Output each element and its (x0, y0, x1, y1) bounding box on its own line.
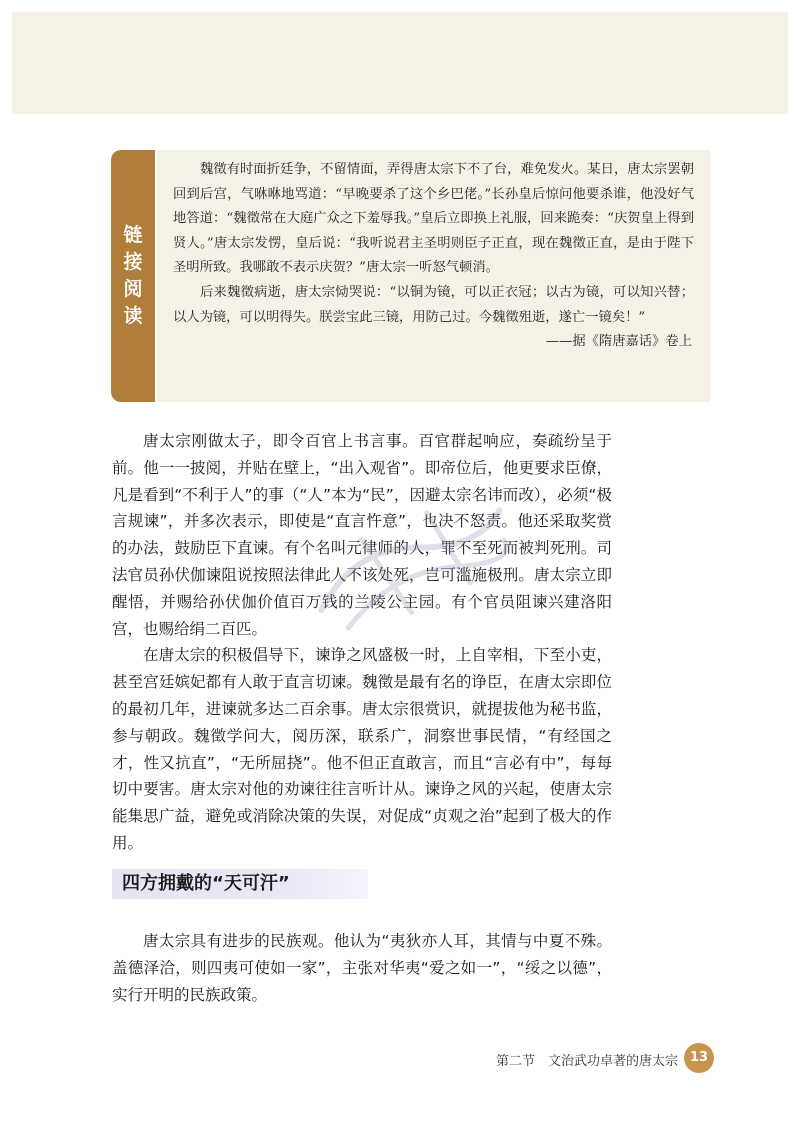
linked-reading-tab (111, 150, 155, 402)
linked-reading-label (111, 222, 155, 330)
tab-char: 接 (123, 251, 143, 273)
section-heading: 四方拥戴的“天可汗” (122, 873, 290, 894)
body-paragraph: 在唐太宗的积极倡导下，谏诤之风盛极一时，上自宰相，下至小吏，甚至宫廷嫔妃都有人敢于直言切谏。魏徵是最有名的诤臣，在唐太宗即位的最初几年，进谏就多达二百余事。唐太宗很赏识，就提拔他为秘书监，参与朝政。魏徵学问大，阅历深，联系广，洞察世事民情，“有经国之才，性又抗直”，“无所屈挠”。他不但正直敢言，而且“言必有中”，每每切中要害。唐太宗对他的劝谏往往言听计从。谏诤之风的兴起，使唐太宗能集思广益，避免或消除决策的失误，对促成“贞观之治”起到了极大的作用。 (112, 646, 612, 852)
reading-paragraph: 魏徵有时面折廷争，不留情面，弄得唐太宗下不了台，难免发火。某日，唐太宗罢朝回到后宫，气咻咻地骂道：“早晚要杀了这个乡巴佬。”长孙皇后惊问他要杀谁，他没好气地答道：“魏徵常在大庭广众之下羞辱我。”皇后立即换上礼服，回来跪奏：“庆贺皇上得到贤人。”唐太宗发愣，皇后说：“我听说君主圣明则臣子正直，现在魏徵正直，是由于陛下圣明所致。我哪敢不表示庆贺？”唐太宗一听怒气顿消。 (173, 162, 694, 276)
section-body (112, 928, 612, 1008)
linked-reading-box (157, 150, 710, 402)
reading-source: ——据《隋唐嘉话》卷上 (545, 334, 692, 350)
reading-paragraph: 后来魏徵病逝，唐太宗恸哭说：“以铜为镜，可以正衣冠；以古为镜，可以知兴替；以人为镜，可以明得失。朕尝宝此三镜，用防己过。今魏徵殂逝，遂亡一镜矣！” (173, 284, 694, 325)
body-paragraph: 唐太宗刚做太子，即令百官上书言事。百官群起响应，奏疏纷呈于前。他一一披阅，并贴在壁上，“出入观省”。即帝位后，他更要求臣僚，凡是看到“不利于人”的事（“人”本为“民”，因避太宗名讳而改），必须“极言规谏”，并多次表示，即使是“直言忤意”，也决不怒责。他还采取奖赏的办法，鼓励臣下直谏。有个名叫元律师的人，罪不至死而被判死刑。司法官员孙伏伽谏阻说按照法律此人不该处死，岂可滥施极刑。唐太宗立即醒悟，并赐给孙伏伽价值百万钱的兰陵公主园。有个官员阻谏兴建洛阳宫，也赐给绢二百匹。 (112, 432, 612, 638)
section-heading-bar (112, 869, 368, 899)
page-number-badge: 13 (684, 1043, 714, 1073)
section-paragraph: 唐太宗具有进步的民族观。他认为“夷狄亦人耳，其情与中夏不殊。盖德泽洽，则四夷可使如一家”，主张对华夷“爱之如一”，“绥之以德”，实行开明的民族政策。 (112, 932, 612, 1004)
top-decorative-band (12, 12, 788, 114)
footer-section-title: 第二节 文治武功卓著的唐太宗 (495, 1054, 678, 1069)
tab-char: 读 (123, 305, 143, 327)
tab-char: 链 (123, 224, 143, 246)
main-body (112, 428, 612, 857)
tab-char: 阅 (123, 278, 143, 300)
